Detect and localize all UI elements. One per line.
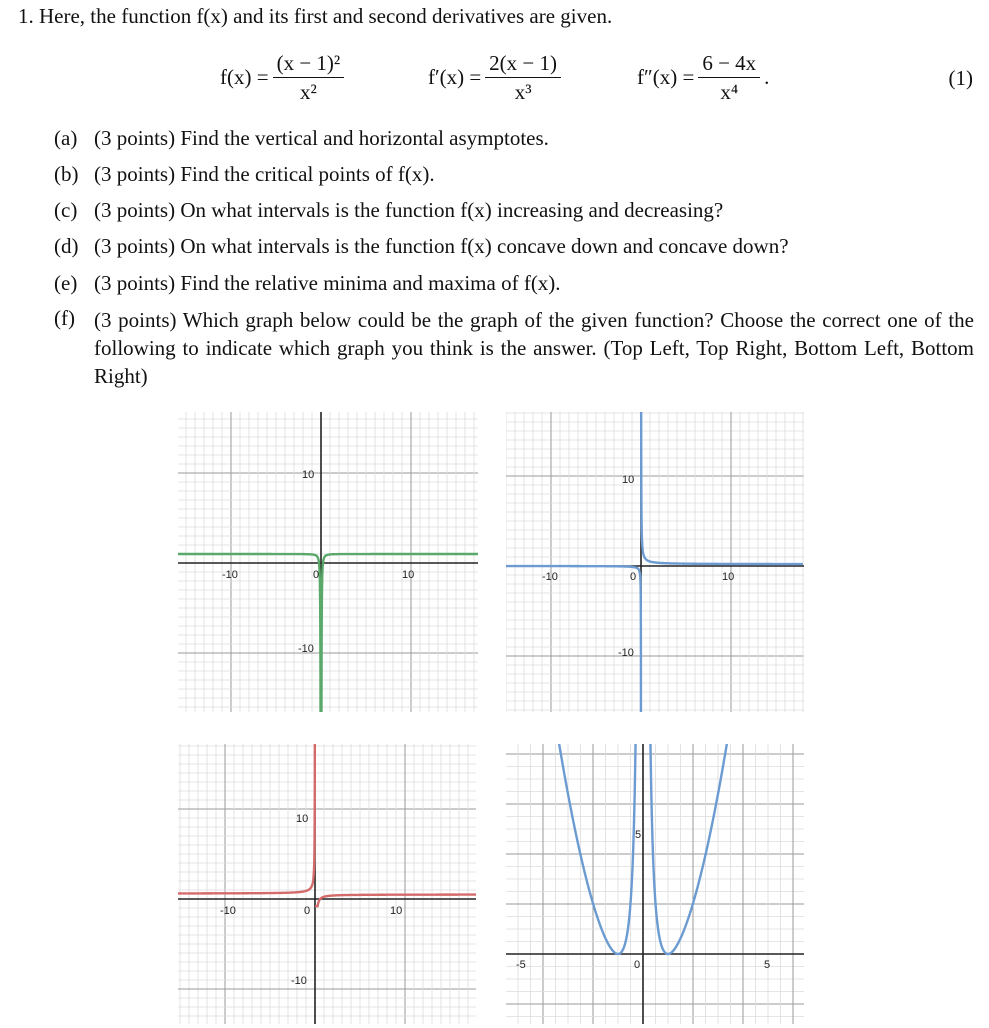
equation-f-prime-lhs: f′(x) = [428,65,482,89]
graph-top-left[interactable] [178,412,478,716]
grid-lines [178,744,476,1024]
equation-f-denominator: x² [300,80,317,104]
graph-top-right-plot [506,412,804,712]
tick-label-x-pos: 10 [402,569,415,581]
equation-f-prime-denominator: x³ [514,80,532,104]
tick-label-x-pos: 10 [390,905,403,917]
part-f-text: (3 points) Which graph below could be the graph of the given function? Choose the correct one of the following to indicate which graph you think is the answer. (Top Left, Top Right, Bottom Left, Bottom Right) [94,308,974,388]
part-e-label: (e) [54,271,78,295]
part-b-text: (3 points) Find the critical points of f(x). [94,162,435,186]
equation-f-prime [428,52,565,103]
tick-label-y-pos: 10 [622,474,635,486]
problem-intro: 1. Here, the function f(x) and its first and second derivatives are given. [18,4,613,28]
part-a-label: (a) [54,126,78,150]
tick-label-x-neg: -10 [222,569,238,581]
equation-f-double-prime [637,52,769,103]
graph-bottom-left-plot [178,744,476,1024]
tick-label-y-neg: -10 [618,647,634,659]
tick-label-x-neg: -10 [542,571,558,583]
part-d-label: (d) [54,234,79,258]
grid-lines [178,412,478,712]
graph-top-right[interactable] [506,412,804,716]
tick-label-origin: 0 [630,571,637,583]
tick-label-origin: 0 [304,905,311,917]
tick-label-origin: 0 [634,959,641,971]
equation-number: (1) [948,66,973,90]
equation-f-double-prime-suffix: . [764,65,770,89]
part-c-text: (3 points) On what intervals is the function f(x) increasing and decreasing? [94,198,724,222]
tick-label-x-neg: -10 [220,905,236,917]
function-curve [178,744,476,906]
part-c-label: (c) [54,198,78,222]
tick-label-y-neg: -10 [291,975,307,987]
graph-bottom-left[interactable] [178,744,476,1028]
part-b [54,162,435,187]
part-e [54,271,561,296]
graph-top-left-plot [178,412,478,712]
part-b-label: (b) [54,162,79,186]
equation-f-double-prime-lhs: f″(x) = [637,65,695,89]
graph-bottom-right-plot [506,744,804,1024]
part-d-text: (3 points) On what intervals is the function f(x) concave down and concave down? [94,234,789,258]
tick-label-y-neg: -10 [298,643,314,655]
tick-label-y-pos: 5 [635,829,642,841]
part-c [54,198,723,223]
graph-bottom-right[interactable] [506,744,804,1028]
part-a-text: (3 points) Find the vertical and horizontal asymptotes. [94,126,549,150]
tick-label-x-pos: 5 [764,959,771,971]
equation-f-double-prime-denominator: x⁴ [720,80,739,104]
equation-f-prime-numerator: 2(x − 1) [485,52,561,78]
part-d [54,234,789,259]
tick-label-y-pos: 10 [296,813,309,825]
part-a [54,126,549,151]
tick-label-origin: 0 [313,569,320,581]
tick-label-y-pos: 10 [302,469,315,481]
equation-f-double-prime-numerator: 6 − 4x [698,52,760,78]
equation-f [220,52,348,103]
tick-label-x-pos: 10 [722,571,735,583]
equation-f-numerator: (x − 1)² [273,52,345,78]
part-f-label: (f) [54,306,75,330]
part-e-text: (3 points) Find the relative minima and maxima of f(x). [94,271,561,295]
equation-f-lhs: f(x) = [220,65,269,89]
tick-label-x-neg: -5 [516,959,526,971]
